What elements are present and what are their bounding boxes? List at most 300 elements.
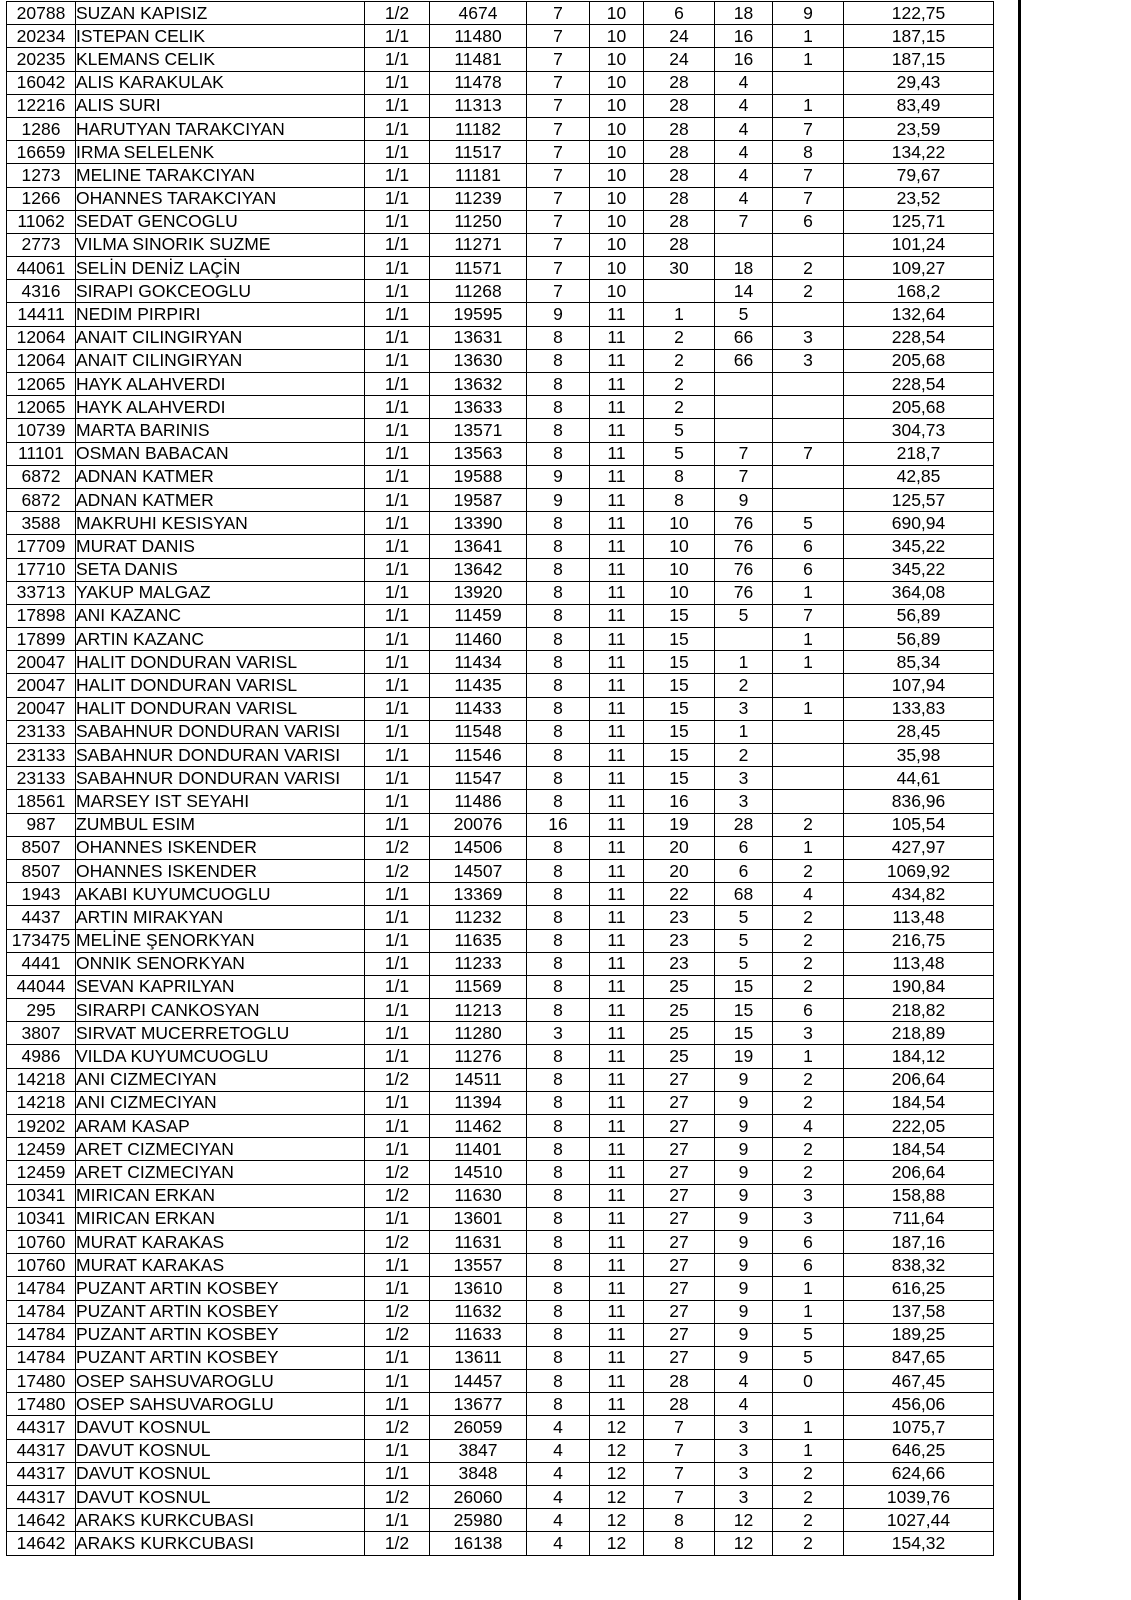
col-4-cell: 8 <box>527 419 590 442</box>
share-cell: 1/1 <box>365 488 430 511</box>
col-4-cell: 8 <box>527 1091 590 1114</box>
col-5-cell: 11 <box>590 303 644 326</box>
col-5-cell: 11 <box>590 883 644 906</box>
plot-no-cell: 13571 <box>430 419 527 442</box>
col-6-cell <box>644 280 715 303</box>
plot-no-cell: 3847 <box>430 1439 527 1462</box>
col-6-cell: 25 <box>644 999 715 1022</box>
col-4-cell: 8 <box>527 1045 590 1068</box>
col-8-cell <box>773 767 844 790</box>
plot-no-cell: 26059 <box>430 1416 527 1439</box>
record-no-cell: 4437 <box>7 906 76 929</box>
col-5-cell: 11 <box>590 349 644 372</box>
col-5-cell: 12 <box>590 1416 644 1439</box>
record-no-cell: 20788 <box>7 2 76 25</box>
col-7-cell <box>715 419 773 442</box>
plot-no-cell: 11462 <box>430 1115 527 1138</box>
col-4-cell: 8 <box>527 836 590 859</box>
plot-no-cell: 11569 <box>430 975 527 998</box>
col-7-cell: 76 <box>715 512 773 535</box>
record-no-cell: 17480 <box>7 1370 76 1393</box>
amount-cell: 184,54 <box>844 1091 994 1114</box>
col-6-cell: 28 <box>644 1370 715 1393</box>
col-6-cell: 27 <box>644 1091 715 1114</box>
record-no-cell: 14784 <box>7 1300 76 1323</box>
owner-name-cell: HALIT DONDURAN VARISL <box>76 651 365 674</box>
amount-cell: 345,22 <box>844 558 994 581</box>
share-cell: 1/1 <box>365 906 430 929</box>
share-cell: 1/1 <box>365 141 430 164</box>
record-no-cell: 23133 <box>7 720 76 743</box>
col-5-cell: 10 <box>590 25 644 48</box>
col-4-cell: 8 <box>527 952 590 975</box>
table-row <box>7 373 994 396</box>
amount-cell: 105,54 <box>844 813 994 836</box>
amount-cell: 125,71 <box>844 210 994 233</box>
amount-cell: 624,66 <box>844 1462 994 1485</box>
plot-no-cell: 11232 <box>430 906 527 929</box>
table-row <box>7 883 994 906</box>
owner-name-cell: OHANNES ISKENDER <box>76 836 365 859</box>
col-8-cell <box>773 720 844 743</box>
owner-name-cell: OSEP SAHSUVAROGLU <box>76 1370 365 1393</box>
table-row <box>7 465 994 488</box>
col-4-cell: 16 <box>527 813 590 836</box>
table-row <box>7 674 994 697</box>
owner-name-cell: VILDA KUYUMCUOGLU <box>76 1045 365 1068</box>
record-no-cell: 10341 <box>7 1184 76 1207</box>
col-6-cell: 27 <box>644 1346 715 1369</box>
col-6-cell: 15 <box>644 651 715 674</box>
table-row <box>7 1462 994 1485</box>
plot-no-cell: 11546 <box>430 744 527 767</box>
owner-name-cell: ALIS SURI <box>76 94 365 117</box>
record-no-cell: 17709 <box>7 535 76 558</box>
col-6-cell: 2 <box>644 373 715 396</box>
col-4-cell: 8 <box>527 906 590 929</box>
col-4-cell: 7 <box>527 210 590 233</box>
col-5-cell: 11 <box>590 1184 644 1207</box>
col-6-cell: 27 <box>644 1323 715 1346</box>
col-8-cell <box>773 303 844 326</box>
col-8-cell: 3 <box>773 1184 844 1207</box>
table-row <box>7 1439 994 1462</box>
record-no-cell: 10760 <box>7 1230 76 1253</box>
owner-name-cell: ADNAN KATMER <box>76 488 365 511</box>
col-6-cell: 15 <box>644 744 715 767</box>
plot-no-cell: 14511 <box>430 1068 527 1091</box>
plot-no-cell: 11633 <box>430 1323 527 1346</box>
col-6-cell: 28 <box>644 71 715 94</box>
amount-cell: 125,57 <box>844 488 994 511</box>
col-4-cell: 7 <box>527 280 590 303</box>
col-4-cell: 8 <box>527 674 590 697</box>
col-5-cell: 11 <box>590 1370 644 1393</box>
col-4-cell: 8 <box>527 373 590 396</box>
amount-cell: 56,89 <box>844 628 994 651</box>
ledger-body <box>7 2 994 1556</box>
col-4-cell: 8 <box>527 326 590 349</box>
col-6-cell: 27 <box>644 1161 715 1184</box>
plot-no-cell: 11276 <box>430 1045 527 1068</box>
col-6-cell: 28 <box>644 117 715 140</box>
owner-name-cell: HAYK ALAHVERDI <box>76 373 365 396</box>
share-cell: 1/1 <box>365 512 430 535</box>
table-row <box>7 1393 994 1416</box>
col-4-cell: 4 <box>527 1416 590 1439</box>
col-8-cell: 3 <box>773 1022 844 1045</box>
record-no-cell: 16659 <box>7 141 76 164</box>
share-cell: 1/2 <box>365 1300 430 1323</box>
amount-cell: 23,59 <box>844 117 994 140</box>
share-cell: 1/1 <box>365 1439 430 1462</box>
table-row <box>7 117 994 140</box>
plot-no-cell: 11280 <box>430 1022 527 1045</box>
col-4-cell: 8 <box>527 744 590 767</box>
record-no-cell: 173475 <box>7 929 76 952</box>
owner-name-cell: ANAIT CILINGIRYAN <box>76 349 365 372</box>
col-7-cell: 15 <box>715 999 773 1022</box>
table-row <box>7 187 994 210</box>
table-row <box>7 1346 994 1369</box>
col-4-cell: 8 <box>527 720 590 743</box>
share-cell: 1/1 <box>365 1045 430 1068</box>
owner-name-cell: VILMA SINORIK SUZME <box>76 233 365 256</box>
record-no-cell: 12064 <box>7 349 76 372</box>
owner-name-cell: SIRARPI CANKOSYAN <box>76 999 365 1022</box>
col-8-cell: 1 <box>773 94 844 117</box>
col-7-cell: 28 <box>715 813 773 836</box>
record-no-cell: 1286 <box>7 117 76 140</box>
owner-name-cell: ARTIN MIRAKYAN <box>76 906 365 929</box>
col-8-cell: 1 <box>773 1439 844 1462</box>
table-row <box>7 48 994 71</box>
col-5-cell: 10 <box>590 94 644 117</box>
table-row <box>7 581 994 604</box>
amount-cell: 132,64 <box>844 303 994 326</box>
col-7-cell: 4 <box>715 1370 773 1393</box>
col-5-cell: 11 <box>590 674 644 697</box>
owner-name-cell: ARAKS KURKCUBASI <box>76 1532 365 1555</box>
table-row <box>7 257 994 280</box>
col-4-cell: 8 <box>527 1370 590 1393</box>
col-6-cell: 25 <box>644 975 715 998</box>
owner-name-cell: MIRICAN ERKAN <box>76 1207 365 1230</box>
col-7-cell: 76 <box>715 535 773 558</box>
owner-name-cell: SIRVAT MUCERRETOGLU <box>76 1022 365 1045</box>
col-8-cell: 2 <box>773 952 844 975</box>
col-6-cell: 5 <box>644 419 715 442</box>
table-row <box>7 1370 994 1393</box>
col-7-cell: 76 <box>715 581 773 604</box>
record-no-cell: 19202 <box>7 1115 76 1138</box>
record-no-cell: 4441 <box>7 952 76 975</box>
amount-cell: 44,61 <box>844 767 994 790</box>
col-8-cell: 6 <box>773 558 844 581</box>
table-row <box>7 233 994 256</box>
owner-name-cell: ZUMBUL ESIM <box>76 813 365 836</box>
col-7-cell: 3 <box>715 1486 773 1509</box>
col-4-cell: 8 <box>527 1323 590 1346</box>
col-7-cell <box>715 233 773 256</box>
owner-name-cell: DAVUT KOSNUL <box>76 1486 365 1509</box>
table-row <box>7 1115 994 1138</box>
share-cell: 1/1 <box>365 952 430 975</box>
table-row <box>7 999 994 1022</box>
col-6-cell: 20 <box>644 836 715 859</box>
owner-name-cell: MURAT KARAKAS <box>76 1230 365 1253</box>
amount-cell: 154,32 <box>844 1532 994 1555</box>
col-6-cell: 28 <box>644 94 715 117</box>
record-no-cell: 4316 <box>7 280 76 303</box>
table-row <box>7 975 994 998</box>
col-5-cell: 11 <box>590 1045 644 1068</box>
record-no-cell: 1943 <box>7 883 76 906</box>
col-6-cell: 30 <box>644 257 715 280</box>
plot-no-cell: 11632 <box>430 1300 527 1323</box>
table-row <box>7 697 994 720</box>
col-5-cell: 11 <box>590 1138 644 1161</box>
owner-name-cell: OSEP SAHSUVAROGLU <box>76 1393 365 1416</box>
col-7-cell: 12 <box>715 1509 773 1532</box>
table-row <box>7 1022 994 1045</box>
col-5-cell: 11 <box>590 1277 644 1300</box>
col-8-cell: 4 <box>773 1115 844 1138</box>
col-4-cell: 4 <box>527 1532 590 1555</box>
owner-name-cell: DAVUT KOSNUL <box>76 1416 365 1439</box>
col-5-cell: 11 <box>590 1393 644 1416</box>
plot-no-cell: 13920 <box>430 581 527 604</box>
owner-name-cell: HARUTYAN TARAKCIYAN <box>76 117 365 140</box>
owner-name-cell: AKABI KUYUMCUOGLU <box>76 883 365 906</box>
col-8-cell <box>773 790 844 813</box>
plot-no-cell: 16138 <box>430 1532 527 1555</box>
col-4-cell: 7 <box>527 257 590 280</box>
amount-cell: 711,64 <box>844 1207 994 1230</box>
record-no-cell: 1266 <box>7 187 76 210</box>
col-7-cell: 3 <box>715 1416 773 1439</box>
col-4-cell: 8 <box>527 1115 590 1138</box>
col-4-cell: 8 <box>527 1300 590 1323</box>
col-8-cell: 2 <box>773 1486 844 1509</box>
col-8-cell: 0 <box>773 1370 844 1393</box>
owner-name-cell: ARET CIZMECIYAN <box>76 1138 365 1161</box>
col-8-cell: 7 <box>773 164 844 187</box>
share-cell: 1/1 <box>365 233 430 256</box>
col-4-cell: 8 <box>527 929 590 952</box>
record-no-cell: 20047 <box>7 697 76 720</box>
col-4-cell: 8 <box>527 604 590 627</box>
col-6-cell: 7 <box>644 1416 715 1439</box>
plot-no-cell: 11547 <box>430 767 527 790</box>
col-8-cell: 2 <box>773 1138 844 1161</box>
record-no-cell: 44044 <box>7 975 76 998</box>
col-7-cell: 4 <box>715 1393 773 1416</box>
share-cell: 1/1 <box>365 628 430 651</box>
record-no-cell: 12216 <box>7 94 76 117</box>
col-7-cell: 5 <box>715 303 773 326</box>
col-4-cell: 9 <box>527 303 590 326</box>
col-5-cell: 11 <box>590 999 644 1022</box>
col-5-cell: 11 <box>590 1091 644 1114</box>
amount-cell: 1039,76 <box>844 1486 994 1509</box>
col-8-cell: 3 <box>773 326 844 349</box>
owner-name-cell: KLEMANS CELIK <box>76 48 365 71</box>
col-6-cell: 2 <box>644 326 715 349</box>
share-cell: 1/1 <box>365 303 430 326</box>
plot-no-cell: 13563 <box>430 442 527 465</box>
col-8-cell <box>773 71 844 94</box>
amount-cell: 83,49 <box>844 94 994 117</box>
col-7-cell: 4 <box>715 94 773 117</box>
col-7-cell: 2 <box>715 674 773 697</box>
col-6-cell: 7 <box>644 1486 715 1509</box>
col-4-cell: 8 <box>527 1277 590 1300</box>
record-no-cell: 12065 <box>7 373 76 396</box>
record-no-cell: 23133 <box>7 767 76 790</box>
col-8-cell: 3 <box>773 1207 844 1230</box>
amount-cell: 616,25 <box>844 1277 994 1300</box>
col-6-cell: 27 <box>644 1300 715 1323</box>
col-7-cell: 9 <box>715 1346 773 1369</box>
col-8-cell <box>773 744 844 767</box>
col-8-cell: 7 <box>773 604 844 627</box>
plot-no-cell: 11459 <box>430 604 527 627</box>
amount-cell: 187,15 <box>844 48 994 71</box>
col-4-cell: 9 <box>527 488 590 511</box>
amount-cell: 23,52 <box>844 187 994 210</box>
col-7-cell: 4 <box>715 164 773 187</box>
col-8-cell: 7 <box>773 187 844 210</box>
amount-cell: 1075,7 <box>844 1416 994 1439</box>
amount-cell: 836,96 <box>844 790 994 813</box>
share-cell: 1/1 <box>365 25 430 48</box>
col-5-cell: 11 <box>590 465 644 488</box>
share-cell: 1/1 <box>365 720 430 743</box>
col-7-cell: 1 <box>715 651 773 674</box>
col-8-cell: 6 <box>773 1230 844 1253</box>
plot-no-cell: 14507 <box>430 859 527 882</box>
col-5-cell: 10 <box>590 233 644 256</box>
amount-cell: 35,98 <box>844 744 994 767</box>
plot-no-cell: 11433 <box>430 697 527 720</box>
plot-no-cell: 3848 <box>430 1462 527 1485</box>
col-6-cell: 1 <box>644 303 715 326</box>
table-row <box>7 1091 994 1114</box>
share-cell: 1/1 <box>365 975 430 998</box>
col-8-cell: 1 <box>773 1277 844 1300</box>
table-row <box>7 25 994 48</box>
col-4-cell: 8 <box>527 883 590 906</box>
table-row <box>7 349 994 372</box>
col-6-cell: 28 <box>644 164 715 187</box>
amount-cell: 1027,44 <box>844 1509 994 1532</box>
table-row <box>7 2 994 25</box>
col-5-cell: 11 <box>590 1022 644 1045</box>
amount-cell: 28,45 <box>844 720 994 743</box>
table-row <box>7 628 994 651</box>
amount-cell: 56,89 <box>844 604 994 627</box>
col-8-cell <box>773 396 844 419</box>
plot-no-cell: 13642 <box>430 558 527 581</box>
amount-cell: 113,48 <box>844 952 994 975</box>
record-no-cell: 17898 <box>7 604 76 627</box>
col-6-cell: 20 <box>644 859 715 882</box>
col-4-cell: 4 <box>527 1439 590 1462</box>
amount-cell: 29,43 <box>844 71 994 94</box>
col-5-cell: 11 <box>590 720 644 743</box>
share-cell: 1/2 <box>365 1532 430 1555</box>
share-cell: 1/1 <box>365 48 430 71</box>
owner-name-cell: DAVUT KOSNUL <box>76 1439 365 1462</box>
col-7-cell: 6 <box>715 859 773 882</box>
owner-name-cell: SABAHNUR DONDURAN VARISI <box>76 767 365 790</box>
col-5-cell: 11 <box>590 767 644 790</box>
col-8-cell: 2 <box>773 1462 844 1485</box>
share-cell: 1/2 <box>365 1416 430 1439</box>
amount-cell: 222,05 <box>844 1115 994 1138</box>
col-8-cell: 1 <box>773 1300 844 1323</box>
col-4-cell: 7 <box>527 94 590 117</box>
col-7-cell: 5 <box>715 952 773 975</box>
col-5-cell: 11 <box>590 396 644 419</box>
col-7-cell: 19 <box>715 1045 773 1068</box>
col-7-cell: 9 <box>715 1115 773 1138</box>
table-row <box>7 419 994 442</box>
col-5-cell: 11 <box>590 558 644 581</box>
col-6-cell: 10 <box>644 558 715 581</box>
amount-cell: 838,32 <box>844 1254 994 1277</box>
plot-no-cell: 11571 <box>430 257 527 280</box>
table-row <box>7 952 994 975</box>
col-6-cell: 24 <box>644 48 715 71</box>
col-6-cell: 27 <box>644 1184 715 1207</box>
amount-cell: 187,16 <box>844 1230 994 1253</box>
col-7-cell: 18 <box>715 2 773 25</box>
owner-name-cell: ALIS KARAKULAK <box>76 71 365 94</box>
table-row <box>7 488 994 511</box>
col-8-cell: 6 <box>773 535 844 558</box>
col-4-cell: 8 <box>527 651 590 674</box>
table-row <box>7 1416 994 1439</box>
share-cell: 1/2 <box>365 1161 430 1184</box>
col-8-cell <box>773 674 844 697</box>
share-cell: 1/2 <box>365 1230 430 1253</box>
col-6-cell: 15 <box>644 697 715 720</box>
col-6-cell: 8 <box>644 465 715 488</box>
owner-name-cell: DAVUT KOSNUL <box>76 1462 365 1485</box>
record-no-cell: 14218 <box>7 1091 76 1114</box>
col-5-cell: 11 <box>590 859 644 882</box>
table-row <box>7 141 994 164</box>
plot-no-cell: 14506 <box>430 836 527 859</box>
col-7-cell: 2 <box>715 744 773 767</box>
col-8-cell: 5 <box>773 1346 844 1369</box>
amount-cell: 228,54 <box>844 373 994 396</box>
record-no-cell: 16042 <box>7 71 76 94</box>
plot-no-cell: 11486 <box>430 790 527 813</box>
amount-cell: 304,73 <box>844 419 994 442</box>
share-cell: 1/1 <box>365 280 430 303</box>
share-cell: 1/1 <box>365 604 430 627</box>
col-4-cell: 3 <box>527 1022 590 1045</box>
share-cell: 1/1 <box>365 210 430 233</box>
owner-name-cell: MIRICAN ERKAN <box>76 1184 365 1207</box>
col-7-cell: 7 <box>715 210 773 233</box>
share-cell: 1/1 <box>365 651 430 674</box>
plot-no-cell: 11233 <box>430 952 527 975</box>
col-5-cell: 11 <box>590 1068 644 1091</box>
